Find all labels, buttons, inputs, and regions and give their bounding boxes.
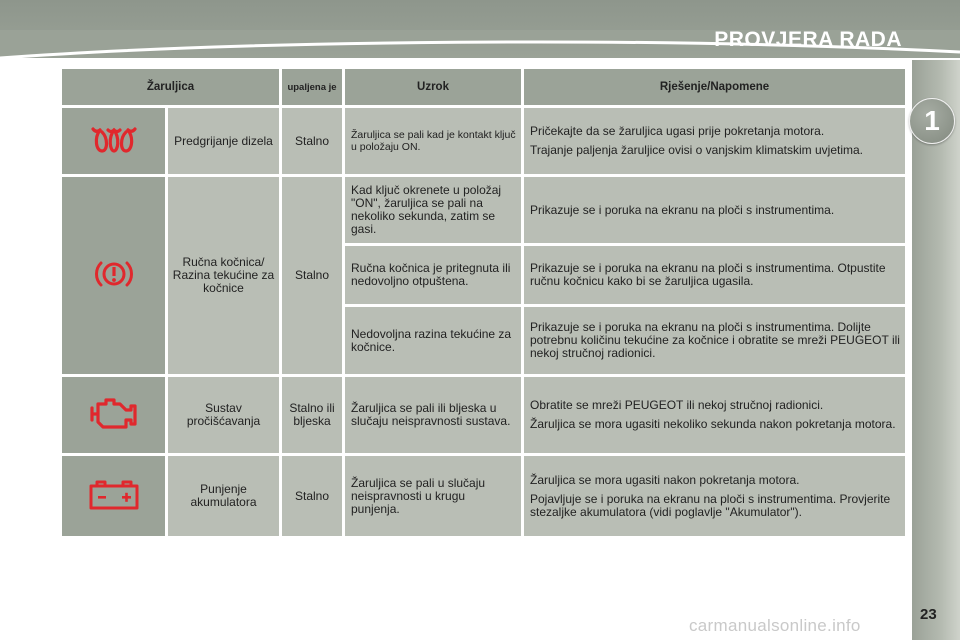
light-name: Ručna kočnica/ Razina tekućine za kočnice (168, 177, 279, 374)
table-row (62, 177, 905, 243)
watermark-text: carmanualsonline.info (689, 616, 861, 635)
light-notes (524, 108, 905, 174)
light-cause: Kad ključ okrenete u položaj "ON", žaruljica se pali na nekoliko sekunda, zatim se gasi. (345, 177, 521, 243)
table-row (62, 108, 905, 174)
light-notes (524, 307, 905, 374)
header-notes: Rješenje/Napomene (524, 69, 905, 105)
warning-lights-table (59, 66, 908, 539)
note-text: Obratite se mreži PEUGEOT ili nekoj stručnoj radionici. (530, 398, 824, 412)
engine-check-icon (89, 395, 139, 433)
light-notes (524, 177, 905, 243)
header-cause: Uzrok (345, 69, 521, 105)
page-number: 23 (920, 606, 937, 623)
light-cause: Žaruljica se pali kad je kontakt ključ u položaju ON. (345, 108, 521, 174)
note-text: Pričekajte da se žaruljica ugasi prije pokretanja motora. (530, 124, 825, 138)
table-row (62, 377, 905, 453)
icon-cell (62, 377, 165, 453)
light-notes (524, 456, 905, 536)
note-text: Žaruljica se mora ugasiti nekoliko sekunda nakon pokretanja motora. (530, 417, 896, 431)
light-cause: Žaruljica se pali u slučaju neispravnosti u krugu punjenja. (345, 456, 521, 536)
light-lit: Stalno (282, 108, 342, 174)
note-text: Prikazuje se i poruka na ekranu na ploči s instrumentima. (530, 202, 835, 217)
light-cause: Žaruljica se pali ili bljeska u slučaju neispravnosti sustava. (345, 377, 521, 453)
note-text: Žaruljica se mora ugasiti nakon pokretanja motora. (530, 472, 800, 487)
chapter-sidebar (912, 60, 960, 640)
note-text: Prikazuje se i poruka na ekranu na ploči s instrumentima. Otpustite ručnu kočnicu kako bi se žaruljica ugasila. (530, 261, 886, 288)
glow-plug-icon (90, 124, 138, 156)
light-notes (524, 377, 905, 453)
light-notes (524, 246, 905, 304)
note-text: Prikazuje se i poruka na ekranu na ploči s instrumentima. Dolijte potrebnu količinu tekućine za kočnice i obratite se mreži PEUGEOT ili nekoj stručnoj radionici. (530, 320, 900, 360)
light-name: Sustav pročišćavanja (168, 377, 279, 453)
light-lit: Stalno ili bljeska (282, 377, 342, 453)
light-cause: Nedovoljna razina tekućine za kočnice. (345, 307, 521, 374)
light-lit: Stalno (282, 177, 342, 374)
header-warning-light: Žaruljica (62, 69, 279, 105)
icon-cell (62, 108, 165, 174)
icon-cell (62, 177, 165, 374)
light-name: Predgrijanje dizela (168, 108, 279, 174)
light-name: Punjenje akumulatora (168, 456, 279, 536)
light-lit: Stalno (282, 456, 342, 536)
header-lit: upaljena je (282, 69, 342, 105)
table-header-row (62, 69, 905, 105)
battery-icon (88, 479, 140, 511)
chapter-badge: 1 (909, 98, 955, 144)
light-cause: Ručna kočnica je pritegnuta ili nedovoljno otpuštena. (345, 246, 521, 304)
brake-warning-icon (94, 257, 134, 291)
note-text: Trajanje paljenja žaruljice ovisi o vanjskim klimatskim uvjetima. (530, 143, 863, 157)
note-text: Pojavljuje se i poruka na ekranu na ploči s instrumentima. Provjerite stezaljke akumulatora (vidi poglavlje "Akumulator"). (530, 491, 891, 519)
icon-cell (62, 456, 165, 536)
page-title: PROVJERA RADA (714, 28, 902, 51)
table-row (62, 456, 905, 536)
